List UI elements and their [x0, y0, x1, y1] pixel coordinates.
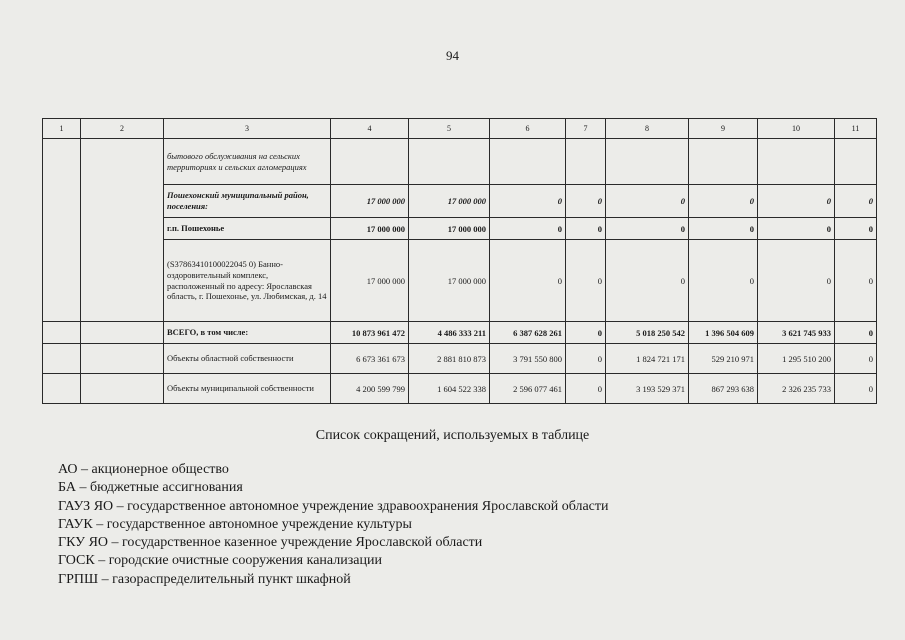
header-cell: 10 — [758, 119, 835, 139]
cell: 17 000 000 — [409, 185, 490, 218]
cell: 3 621 745 933 — [758, 322, 835, 344]
cell-col1 — [43, 344, 81, 374]
cell: 0 — [689, 218, 758, 240]
cell-col2 — [81, 374, 164, 404]
cell-col1 — [43, 322, 81, 344]
cell: 0 — [835, 322, 877, 344]
header-cell: 8 — [606, 119, 689, 139]
cell: 0 — [566, 322, 606, 344]
cell — [409, 139, 490, 185]
cell — [566, 139, 606, 185]
table-row — [43, 139, 877, 185]
cell: 0 — [689, 185, 758, 218]
header-row — [43, 119, 877, 139]
cell: 4 486 333 211 — [409, 322, 490, 344]
cell: 10 873 961 472 — [331, 322, 409, 344]
cell: 0 — [835, 218, 877, 240]
cell-col2 — [81, 322, 164, 344]
table-row-total — [43, 322, 877, 344]
abbreviation-item: ГРПШ – газораспределительный пункт шкафной — [58, 571, 351, 587]
cell — [331, 139, 409, 185]
budget-table — [42, 118, 877, 404]
cell — [606, 139, 689, 185]
cell: 0 — [490, 240, 566, 322]
cell: 2 326 235 733 — [758, 374, 835, 404]
cell: 17 000 000 — [331, 185, 409, 218]
header-cell: 3 — [164, 119, 331, 139]
header-cell: 6 — [490, 119, 566, 139]
cell: 1 396 504 609 — [689, 322, 758, 344]
cell: 0 — [835, 185, 877, 218]
table-row — [43, 374, 877, 404]
cell: 6 387 628 261 — [490, 322, 566, 344]
cell: 0 — [566, 185, 606, 218]
table-row — [43, 185, 877, 218]
header-cell: 1 — [43, 119, 81, 139]
page-number: 94 — [446, 48, 459, 63]
abbreviation-item: ГАУК – государственное автономное учреждение культуры — [58, 516, 412, 532]
abbreviation-item: ГАУЗ ЯО – государственное автономное учреждение здравоохранения Ярославской области — [58, 498, 609, 514]
abbreviations-title: Список сокращений, используемых в таблице — [315, 428, 590, 443]
cell: 6 673 361 673 — [331, 344, 409, 374]
header-cell: 4 — [331, 119, 409, 139]
cell — [758, 139, 835, 185]
row-label: бытового обслуживания на сельских территориях и сельских агломерациях — [164, 139, 331, 185]
cell: 0 — [758, 185, 835, 218]
table-row — [43, 240, 877, 322]
cell: 0 — [758, 240, 835, 322]
cell: 3 791 550 800 — [490, 344, 566, 374]
cell: 3 193 529 371 — [606, 374, 689, 404]
cell — [835, 139, 877, 185]
cell-col2 — [81, 139, 164, 322]
abbreviation-item: БА – бюджетные ассигнования — [58, 480, 243, 496]
cell: 17 000 000 — [331, 218, 409, 240]
cell: 2 596 077 461 — [490, 374, 566, 404]
cell: 1 604 522 338 — [409, 374, 490, 404]
cell: 0 — [490, 218, 566, 240]
cell: 4 200 599 799 — [331, 374, 409, 404]
cell: 0 — [490, 185, 566, 218]
table-row — [43, 218, 877, 240]
cell: 0 — [606, 218, 689, 240]
cell: 1 824 721 171 — [606, 344, 689, 374]
cell: 17 000 000 — [331, 240, 409, 322]
abbreviations-list — [58, 461, 609, 589]
cell: 0 — [566, 240, 606, 322]
cell — [490, 139, 566, 185]
abbreviation-item: ГОСК – городские очистные сооружения канализации — [58, 553, 382, 569]
cell: 0 — [758, 218, 835, 240]
cell: 867 293 638 — [689, 374, 758, 404]
header-cell: 7 — [566, 119, 606, 139]
cell: 0 — [689, 240, 758, 322]
row-label: ВСЕГО, в том числе: — [164, 322, 331, 344]
cell-col2 — [81, 344, 164, 374]
abbreviation-item: ГКУ ЯО – государственное казенное учреждение Ярославской области — [58, 535, 483, 551]
row-label: Объекты муниципальной собственности — [164, 374, 331, 404]
cell: 2 881 810 873 — [409, 344, 490, 374]
cell: 17 000 000 — [409, 218, 490, 240]
cell-col1 — [43, 139, 81, 322]
row-label: Пошехонский муниципальный район, поселения: — [164, 185, 331, 218]
cell: 5 018 250 542 — [606, 322, 689, 344]
row-label: Объекты областной собственности — [164, 344, 331, 374]
cell: 0 — [835, 344, 877, 374]
cell: 529 210 971 — [689, 344, 758, 374]
cell-col1 — [43, 374, 81, 404]
row-label: (S37863410100022045 0) Банно-оздоровительный комплекс, расположенный по адресу: Ярославская область, г. Пошехонье, ул. Любимская, д. 14 — [164, 240, 331, 322]
abbreviation-item: АО – акционерное общество — [58, 462, 229, 477]
header-cell: 11 — [835, 119, 877, 139]
cell: 0 — [566, 218, 606, 240]
cell: 0 — [606, 240, 689, 322]
header-cell: 2 — [81, 119, 164, 139]
cell: 17 000 000 — [409, 240, 490, 322]
cell: 0 — [606, 185, 689, 218]
header-cell: 5 — [409, 119, 490, 139]
cell: 1 295 510 200 — [758, 344, 835, 374]
cell: 0 — [566, 374, 606, 404]
cell — [689, 139, 758, 185]
header-cell: 9 — [689, 119, 758, 139]
cell: 0 — [835, 240, 877, 322]
table-row — [43, 344, 877, 374]
row-label: г.п. Пошехонье — [164, 218, 331, 240]
cell: 0 — [566, 344, 606, 374]
cell: 0 — [835, 374, 877, 404]
